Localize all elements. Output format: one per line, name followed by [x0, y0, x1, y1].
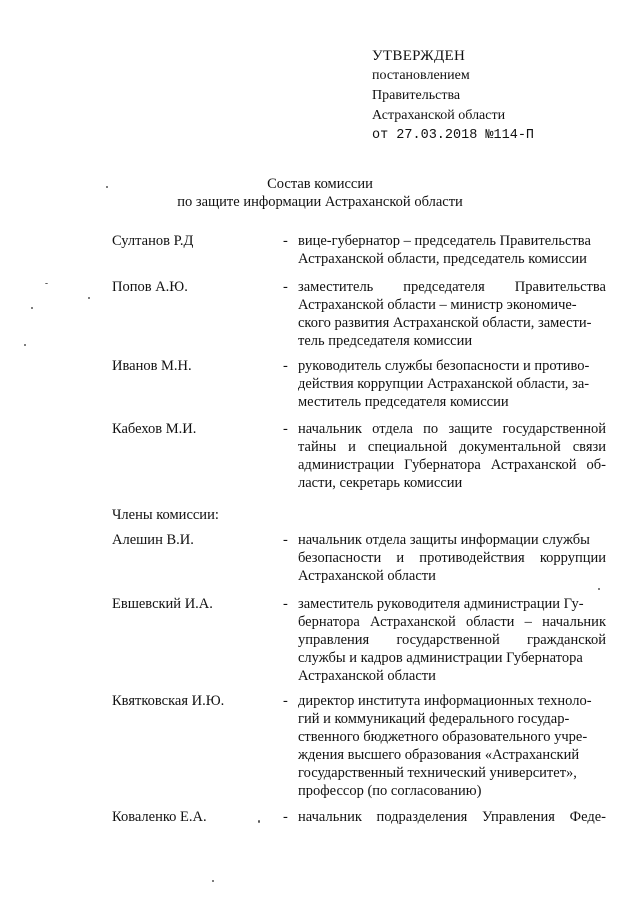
scan-speck	[106, 186, 108, 188]
dash-separator: -	[283, 358, 288, 374]
approval-line-region: Астраханской области	[372, 108, 506, 123]
position-line: действия коррупции Астраханской области, за-	[298, 376, 590, 392]
position-line: Астраханской области, председатель комиссии	[298, 251, 587, 267]
position-line: начальник отдела по защите государственной	[298, 421, 606, 437]
approval-line-government: Правительства	[372, 88, 461, 103]
member-name: Кабехов М.И.	[112, 421, 197, 437]
position-line: начальник отдела защиты информации службы	[298, 532, 590, 548]
dash-separator: -	[283, 421, 288, 437]
member-name: Султанов Р.Д	[112, 233, 194, 249]
position-line: ского развития Астраханской области, замести-	[298, 315, 592, 331]
member-name: Попов А.Ю.	[112, 279, 188, 295]
member-position	[298, 232, 606, 268]
member-name: Евшевский И.А.	[112, 596, 213, 612]
position-line: Астраханской области – министр экономиче-	[298, 297, 577, 313]
approval-line-decree: постановлением	[372, 68, 470, 83]
position-line: бернатора Астраханской области – начальник	[298, 614, 606, 630]
position-line: тель председателя комиссии	[298, 333, 473, 349]
position-line: ласти, секретарь комиссии	[298, 475, 463, 491]
position-line: Астраханской области	[298, 568, 436, 584]
position-line: заместитель председателя Правительства	[298, 279, 606, 295]
position-line: безопасности и противодействия коррупции	[298, 550, 606, 566]
member-name: Иванов М.Н.	[112, 358, 192, 374]
member-name: Алешин В.И.	[112, 532, 194, 548]
position-line: начальник подразделения Управления Феде-	[298, 809, 606, 825]
dash-separator: -	[283, 233, 288, 249]
dash-separator: -	[283, 596, 288, 612]
scan-speck	[212, 880, 214, 882]
position-line: руководитель службы безопасности и противо-	[298, 358, 590, 374]
member-name: Квятковская И.Ю.	[112, 693, 225, 709]
member-position	[298, 531, 606, 585]
document-title: Состав комиссии	[267, 176, 373, 192]
member-position	[298, 808, 606, 826]
dash-separator: -	[283, 279, 288, 295]
position-line: администрации Губернатора Астраханской об-	[298, 457, 606, 473]
dash-separator: -	[283, 809, 288, 825]
dash-separator: -	[283, 532, 288, 548]
position-line: Астраханской области	[298, 668, 436, 684]
scan-speck	[598, 588, 600, 590]
position-line: государственный технический университет»,	[298, 765, 577, 781]
scan-speck	[24, 344, 26, 346]
position-line: профессор (по согласованию)	[298, 783, 482, 799]
scan-speck	[31, 307, 33, 309]
member-position	[298, 278, 606, 350]
position-line: тайны и специальной документальной связи	[298, 439, 606, 455]
members-heading: Члены комиссии:	[112, 507, 219, 523]
position-line: управления государственной гражданской	[298, 632, 606, 648]
member-name: Коваленко Е.А.	[112, 809, 207, 825]
position-line: гий и коммуникаций федерального государ-	[298, 711, 570, 727]
scan-speck	[88, 297, 90, 299]
position-line: директор института информационных техноло-	[298, 693, 592, 709]
member-position	[298, 420, 606, 492]
member-position	[298, 357, 606, 411]
position-line: вице-губернатор – председатель Правительства	[298, 233, 591, 249]
position-line: меститель председателя комиссии	[298, 394, 509, 410]
member-position	[298, 595, 606, 685]
dash-separator: -	[283, 693, 288, 709]
approval-heading: УТВЕРЖДЕН	[372, 48, 466, 64]
scan-speck	[258, 820, 260, 823]
position-line: службы и кадров администрации Губернатора	[298, 650, 583, 666]
position-line: заместитель руководителя администрации Гу-	[298, 596, 584, 612]
member-position	[298, 692, 606, 800]
approval-block	[372, 46, 534, 146]
document-subtitle: по защите информации Астраханской области	[177, 194, 463, 210]
position-line: ждения высшего образования «Астраханский	[298, 747, 580, 763]
scan-speck	[45, 283, 48, 284]
position-line: ственного бюджетного образовательного учре-	[298, 729, 588, 745]
approval-line-date-number: от 27.03.2018 №114-П	[372, 128, 535, 143]
